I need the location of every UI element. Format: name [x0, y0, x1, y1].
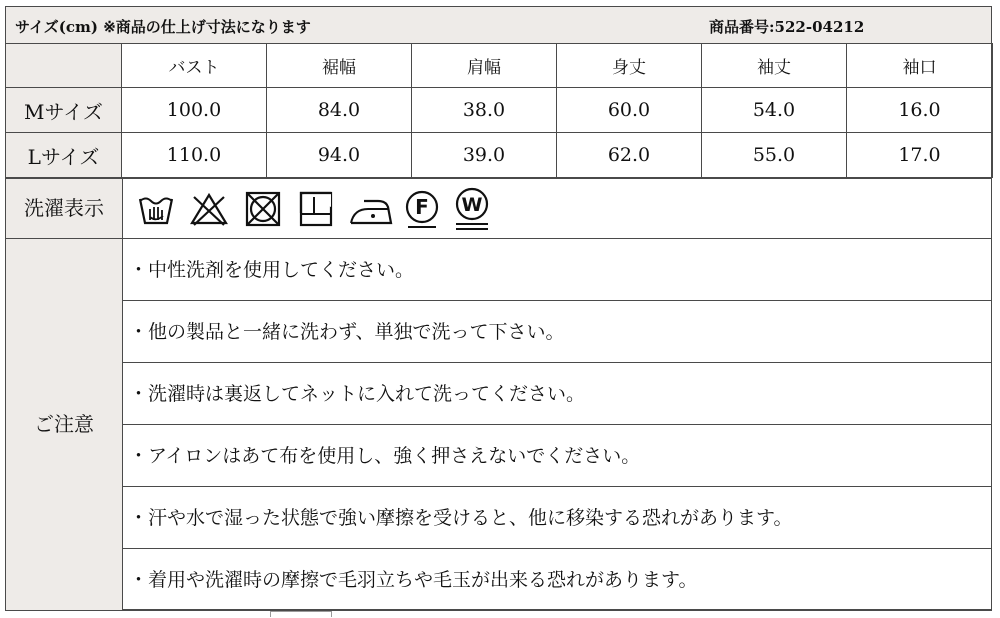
list-item: ・着用や洗濯時の摩擦で毛羽立ちや毛玉が出来る恐れがあります。 — [129, 569, 698, 591]
care-symbols-row — [5, 178, 992, 239]
list-item: ・他の製品と一緒に洗わず、単独で洗って下さい。 — [123, 301, 991, 363]
table-cell: 55.0 — [702, 133, 847, 178]
list-item: ・汗や水で湿った状態で強い摩擦を受けると、他に移染する恐れがあります。 — [123, 487, 991, 549]
notes-section — [5, 238, 992, 611]
no-tumble-dry-icon — [243, 187, 283, 231]
table-cell: 94.0 — [267, 133, 412, 178]
row-header: Mサイズ — [6, 88, 122, 133]
table-cell: 100.0 — [122, 88, 267, 133]
column-header: 身丈 — [557, 44, 702, 88]
size-table — [5, 43, 993, 178]
table-cell: 84.0 — [267, 88, 412, 133]
list-item: ・洗濯時は裏返してネットに入れて洗ってください。 — [123, 363, 991, 425]
column-header: 肩幅 — [412, 44, 557, 88]
row-header: Lサイズ — [6, 133, 122, 178]
table-cell: 60.0 — [557, 88, 702, 133]
table-cell: 54.0 — [702, 88, 847, 133]
table-cell: 110.0 — [122, 133, 267, 178]
hand-wash-icon — [136, 187, 176, 231]
column-header: 袖口 — [847, 44, 993, 88]
dry-clean-letter: F — [415, 195, 429, 219]
column-header: 袖丈 — [702, 44, 847, 88]
column-header: 裾幅 — [267, 44, 412, 88]
table-cell: 16.0 — [847, 88, 993, 133]
dry-clean-f-icon — [402, 187, 442, 231]
wet-clean-letter: W — [461, 194, 483, 216]
line-dry-shade-icon — [296, 187, 336, 231]
list-item: ・中性洗剤を使用してください。 — [123, 239, 991, 301]
column-header: バスト — [122, 44, 267, 88]
table-row — [6, 133, 993, 178]
table-cell: 39.0 — [412, 133, 557, 178]
table-cell: 38.0 — [412, 88, 557, 133]
care-label: 洗濯表示 — [6, 179, 123, 238]
list-item: ・アイロンはあて布を使用し、強く押さえないでください。 — [123, 425, 991, 487]
corner-cell — [6, 44, 122, 88]
no-bleach-icon — [189, 187, 229, 231]
iron-low-icon — [348, 187, 394, 231]
table-cell: 62.0 — [557, 133, 702, 178]
spec-header — [5, 6, 992, 44]
product-number: 商品番号:522-04212 — [709, 18, 865, 36]
table-cell: 17.0 — [847, 133, 993, 178]
wet-clean-w-icon — [452, 187, 492, 233]
size-note-title: サイズ(cm) ※商品の仕上げ寸法になります — [15, 18, 311, 36]
table-row — [6, 88, 993, 133]
image-edge-stub — [270, 611, 332, 617]
notes-label: ご注意 — [6, 239, 123, 610]
notes-list — [123, 239, 991, 610]
size-table-header-row — [6, 44, 993, 88]
